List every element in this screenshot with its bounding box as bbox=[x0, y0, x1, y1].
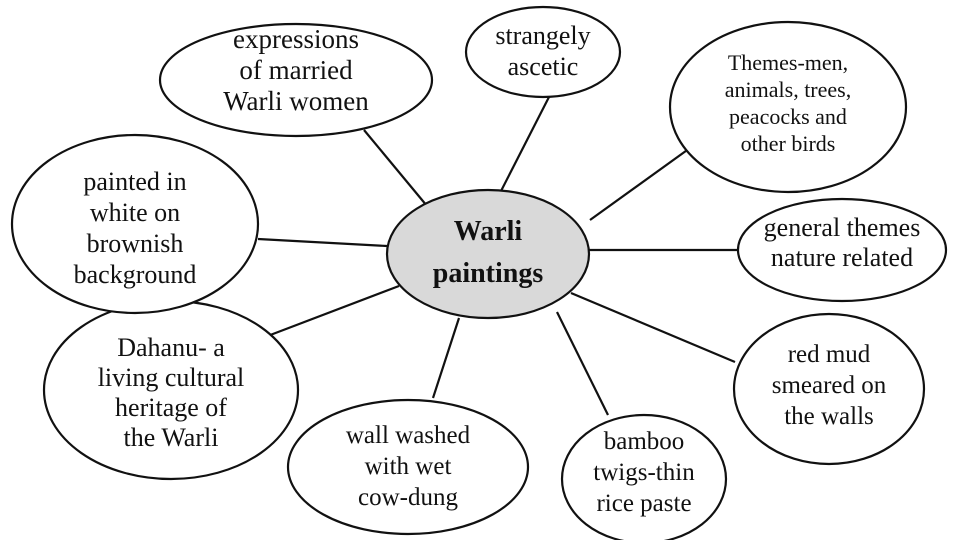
node-label-bamboo-line-3: rice paste bbox=[596, 490, 692, 517]
node-nature bbox=[738, 199, 946, 301]
connector-red-mud bbox=[571, 293, 735, 362]
node-label-dahanu-line-3: heritage of bbox=[115, 393, 227, 422]
node-bamboo bbox=[562, 415, 726, 540]
connector-dahanu bbox=[265, 286, 399, 337]
center-label-line-1: Warli bbox=[453, 216, 523, 247]
node-label-white-line-1: painted in bbox=[83, 167, 187, 196]
connector-ascetic bbox=[500, 97, 549, 193]
node-label-dahanu-line-4: the Warli bbox=[123, 423, 219, 452]
node-label-cow-dung-line-2: with wet bbox=[364, 453, 452, 480]
node-themes bbox=[670, 22, 906, 192]
node-label-themes-line-2: animals, trees, bbox=[724, 77, 852, 102]
node-label-expressions-line-3: Warli women bbox=[223, 86, 369, 116]
node-label-white-line-4: background bbox=[73, 260, 197, 289]
center-label-line-2: paintings bbox=[432, 258, 544, 289]
node-label-nature-line-2: nature related bbox=[770, 243, 914, 272]
connector-white bbox=[258, 239, 387, 246]
connector-bamboo bbox=[557, 312, 608, 415]
node-label-white-line-2: white on bbox=[89, 198, 181, 227]
node-label-themes-line-1: Themes-men, bbox=[727, 50, 849, 75]
node-label-red-mud-line-2: smeared on bbox=[771, 372, 887, 399]
connector-themes bbox=[590, 148, 690, 220]
node-label-nature-line-1: general themes bbox=[763, 213, 921, 242]
connector-cow-dung bbox=[433, 318, 459, 398]
node-label-red-mud-line-1: red mud bbox=[787, 341, 871, 368]
node-label-red-mud-line-3: the walls bbox=[784, 403, 874, 430]
node-label-ascetic-line-1: strangely bbox=[495, 21, 591, 50]
connector-expressions bbox=[364, 130, 432, 212]
node-white bbox=[12, 135, 258, 313]
center-ellipse bbox=[387, 190, 589, 318]
node-label-white-line-3: brownish bbox=[86, 229, 184, 258]
node-label-bamboo-line-1: bamboo bbox=[603, 428, 685, 455]
center-node bbox=[387, 190, 589, 318]
node-red-mud bbox=[734, 314, 924, 464]
node-label-dahanu-line-2: living cultural bbox=[97, 363, 245, 392]
node-label-expressions-line-1: expressions bbox=[233, 24, 359, 54]
node-label-bamboo-line-2: twigs-thin bbox=[593, 459, 695, 486]
node-label-cow-dung-line-1: wall washed bbox=[345, 422, 471, 449]
node-label-themes-line-3: peacocks and bbox=[729, 104, 847, 129]
node-label-themes-line-4: other birds bbox=[740, 131, 836, 156]
node-label-dahanu-line-1: Dahanu- a bbox=[117, 333, 225, 362]
node-expressions bbox=[160, 24, 432, 136]
node-label-ascetic-line-2: ascetic bbox=[507, 52, 579, 81]
node-label-expressions-line-2: of married bbox=[239, 55, 353, 85]
node-dahanu bbox=[44, 301, 298, 479]
node-ascetic bbox=[466, 7, 620, 97]
node-cow-dung bbox=[288, 400, 528, 534]
node-label-cow-dung-line-3: cow-dung bbox=[358, 484, 458, 511]
